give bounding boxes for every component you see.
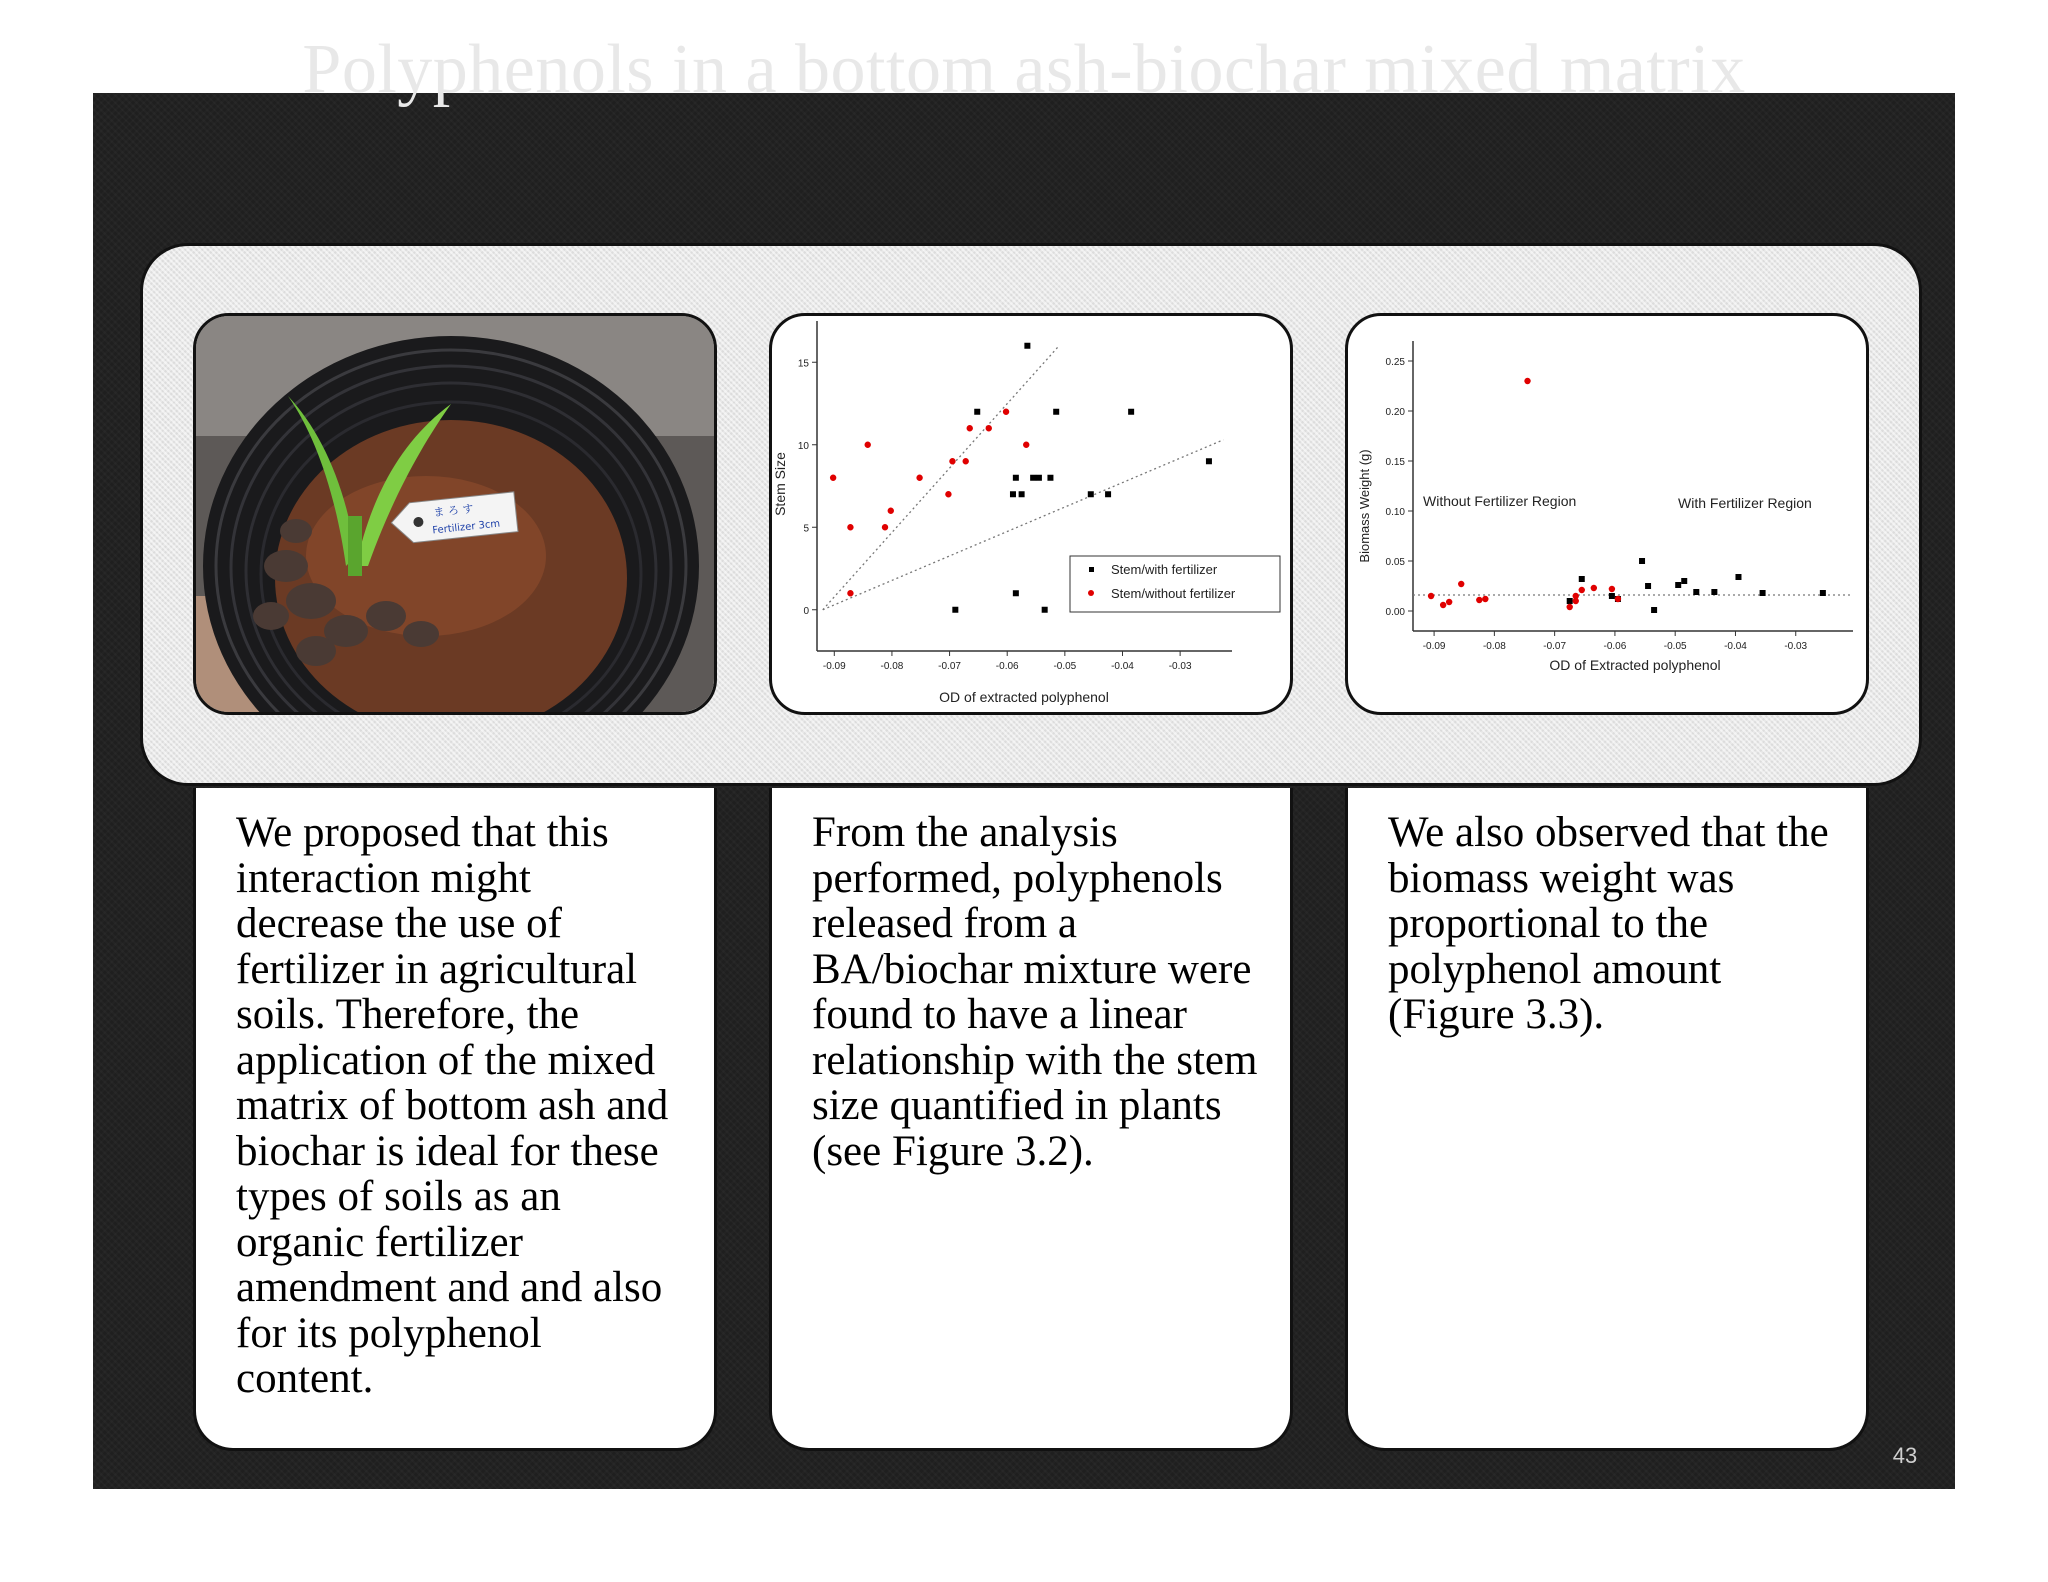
annotation-with-fertilizer-region: With Fertilizer Region [1678, 495, 1812, 511]
photo-tag-text-1: ま ろ す [432, 502, 475, 520]
y-tick-label: 10 [797, 440, 809, 452]
data-point-square [1579, 576, 1585, 582]
x-tick-label: -0.08 [1482, 641, 1506, 652]
y-axis-label: Stem Size [772, 452, 788, 516]
data-point-circle [882, 524, 888, 530]
stem-size-chart [772, 316, 1290, 712]
y-tick-label: 0.00 [1385, 607, 1405, 618]
data-point-square [974, 409, 980, 415]
data-point-circle [888, 508, 894, 514]
data-point-circle [967, 425, 973, 431]
y-tick-label: 0 [803, 605, 809, 617]
x-axis-label: OD of extracted polyphenol [939, 689, 1109, 705]
data-point-square [1639, 558, 1645, 564]
x-tick-label: -0.04 [1724, 641, 1747, 652]
x-tick-label: -0.07 [938, 661, 961, 672]
text-card-analysis [769, 788, 1293, 1451]
text-card-proposal [193, 788, 717, 1451]
data-point-square [1645, 583, 1651, 589]
data-point-circle [1428, 593, 1434, 599]
data-point-circle [986, 425, 992, 431]
x-tick-label: -0.03 [1168, 661, 1192, 672]
x-tick-label: -0.08 [880, 661, 904, 672]
data-point-square [1693, 589, 1699, 595]
data-point-square [1711, 589, 1717, 595]
data-point-circle [1003, 409, 1009, 415]
card-text: We also observed that the biomass weight was proportional to the polyphenol amount (Figure 3.3). [1388, 809, 1829, 1038]
y-tick-label: 0.20 [1385, 407, 1405, 418]
data-point-circle [1591, 585, 1597, 591]
text-card-biomass [1345, 788, 1869, 1451]
data-point-square [1609, 593, 1615, 599]
data-point-circle [1440, 602, 1446, 608]
data-point-circle [1567, 604, 1573, 610]
data-point-square [1735, 574, 1741, 580]
data-point-circle [916, 475, 922, 481]
data-point-circle [1023, 442, 1029, 448]
data-point-square [1820, 590, 1826, 596]
data-point-circle [1615, 596, 1621, 602]
x-tick-label: -0.09 [822, 661, 846, 672]
data-point-square [952, 607, 958, 613]
card-text: From the analysis performed, polyphenols released from a BA/biochar mixture were found to have a linear relationship with the stem size quantified in plants (see Figure 3.2). [812, 809, 1258, 1175]
data-point-circle [1482, 596, 1488, 602]
data-point-square [1088, 491, 1094, 497]
data-point-circle [963, 458, 969, 464]
data-point-square [1206, 458, 1212, 464]
y-tick-label: 0.05 [1385, 557, 1405, 568]
biomass-chart-frame [1345, 313, 1869, 715]
x-tick-label: -0.04 [1111, 661, 1134, 672]
biomass-weight-chart [1348, 316, 1866, 712]
x-tick-label: -0.03 [1784, 641, 1808, 652]
data-point-square [1651, 607, 1657, 613]
data-point-square [1053, 409, 1059, 415]
data-point-circle [847, 524, 853, 530]
seedling-photo [196, 316, 714, 712]
x-tick-label: -0.07 [1543, 641, 1567, 652]
data-point-circle [1476, 597, 1482, 603]
data-point-circle [1458, 581, 1464, 587]
x-axis-label: OD of Extracted polyphenol [1549, 657, 1721, 673]
legend-entry-without-fertilizer: Stem/without fertilizer [1111, 586, 1236, 601]
page-number: 43 [1892, 1443, 1918, 1468]
stem-size-chart-frame [769, 313, 1293, 715]
legend-entry-with-fertilizer: Stem/with fertilizer [1111, 562, 1218, 577]
data-point-square [1013, 475, 1019, 481]
data-point-circle [847, 590, 853, 596]
annotation-without-fertilizer-region: Without Fertilizer Region [1423, 493, 1577, 509]
data-point-square [1010, 491, 1016, 497]
y-tick-label: 15 [797, 358, 809, 370]
card-text: We proposed that this interaction might decrease the use of fertilizer in agricultural soils. Therefore, the application of the mixed matrix of bottom ash and biochar is ideal for these types of soils as an organic fertilizer amendment and and also for its polyphenol content. [236, 809, 669, 1402]
x-tick-label: -0.06 [1603, 641, 1627, 652]
data-point-circle [1524, 378, 1530, 384]
x-tick-label: -0.06 [995, 661, 1019, 672]
x-tick-label: -0.05 [1053, 661, 1077, 672]
seedling-photo-frame [193, 313, 717, 715]
data-point-circle [830, 475, 836, 481]
x-tick-label: -0.09 [1422, 641, 1446, 652]
data-point-circle [1573, 598, 1579, 604]
data-point-circle [865, 442, 871, 448]
data-point-square [1024, 343, 1030, 349]
data-point-circle [945, 491, 951, 497]
data-point-square [1681, 578, 1687, 584]
data-point-square [1036, 475, 1042, 481]
data-point-square [1019, 491, 1025, 497]
data-point-square [1047, 475, 1053, 481]
y-tick-label: 0.10 [1385, 507, 1405, 518]
y-tick-label: 5 [803, 523, 809, 535]
data-point-square [1567, 598, 1573, 604]
data-point-square [1030, 475, 1036, 481]
data-point-square [1105, 491, 1111, 497]
data-point-square [1128, 409, 1134, 415]
data-point-square [1013, 590, 1019, 596]
data-point-square [1042, 607, 1048, 613]
y-axis-label: Biomass Weight (g) [1357, 449, 1372, 563]
y-tick-label: 0.25 [1385, 357, 1405, 368]
data-point-circle [949, 458, 955, 464]
trendline [823, 346, 1059, 610]
data-point-circle [1609, 586, 1615, 592]
data-point-square [1675, 582, 1681, 588]
data-point-circle [1446, 599, 1452, 605]
photo-tag-text-2: Fertilizer 3cm [431, 518, 501, 537]
x-tick-label: -0.05 [1663, 641, 1687, 652]
chart-legend [1070, 556, 1280, 612]
data-point-square [1760, 590, 1766, 596]
data-point-circle [1579, 587, 1585, 593]
slide-title: Polyphenols in a bottom ash-biochar mixed matrix [302, 31, 1746, 108]
y-tick-label: 0.15 [1385, 457, 1405, 468]
